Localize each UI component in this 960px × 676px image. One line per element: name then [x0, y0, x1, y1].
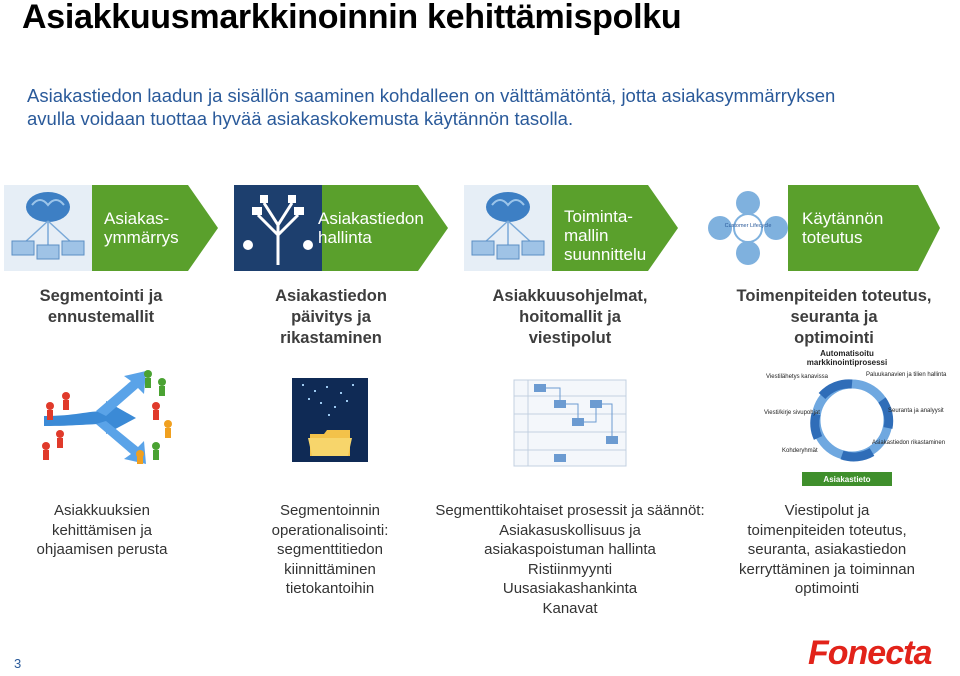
description-line: Asiakasuskollisuus ja	[499, 521, 641, 539]
step-label-line: ymmärrys	[104, 228, 179, 247]
description-line: kerryttäminen ja toiminnan	[739, 560, 915, 578]
data-folder-illustration	[292, 378, 368, 462]
brain-network-icon	[4, 185, 92, 271]
step-heading-line: Asiakkuusohjelmat,	[492, 287, 648, 305]
fonecta-logo: Fonecta	[808, 634, 932, 672]
step-heading-line: seuranta ja	[790, 308, 878, 326]
step-heading	[714, 286, 954, 349]
step-label-line: Toiminta-	[564, 207, 633, 226]
description-line: toimenpiteiden toteutus,	[747, 521, 907, 539]
step-label-line: Asiakastiedon	[318, 209, 424, 228]
step-heading-line: Toimenpiteiden toteutus,	[736, 287, 932, 305]
description-line: tietokantoihin	[285, 580, 375, 597]
description-line: optimointi	[794, 580, 860, 597]
step-description	[228, 501, 432, 599]
description-line: Segmentoinnin	[279, 502, 381, 519]
description-line: seuranta, asiakastiedon	[747, 541, 907, 558]
description-line: asiakaspoistuman hallinta	[484, 541, 656, 558]
description-line: Uusasiakashankinta	[502, 580, 638, 597]
step-label	[104, 209, 179, 247]
cycle-label: Paluukanavien ja tilien hallinta	[866, 372, 947, 378]
step-description	[420, 501, 720, 618]
segmentation-people-illustration	[36, 366, 176, 466]
description-line: Segmenttikohtaiset prosessit ja säännöt:	[435, 502, 705, 519]
asiakastieto-label: Asiakastieto	[823, 475, 871, 484]
step-heading	[0, 286, 206, 328]
description-line: operationalisointi:	[271, 521, 389, 539]
step-heading-line: optimointi	[794, 329, 874, 347]
process-flowchart-illustration	[514, 380, 626, 466]
step-label	[802, 209, 883, 247]
step-heading	[465, 286, 675, 349]
step-heading-line: päivitys ja	[291, 308, 371, 326]
description-line: Ristiinmyynti	[527, 560, 613, 578]
cycle-label: Viestilähetys kanavissa	[766, 374, 828, 380]
step-label	[564, 207, 646, 264]
description-line: Kanavat	[542, 599, 598, 617]
step-description	[722, 501, 932, 599]
description-line: kehittämisen ja	[51, 521, 153, 539]
subtitle-line: Asiakastiedon laadun ja sisällön saaminen kohdalleen on välttämätöntä, jotta asiakasymmärryksen	[27, 85, 836, 106]
step-label-line: hallinta	[318, 228, 372, 247]
step-label-line: suunnittelu	[564, 245, 647, 264]
step-heading-line: hoitomallit ja	[519, 308, 621, 326]
cycle-title-line: markkinointiprosessi	[806, 358, 888, 367]
subtitle-line: avulla voidaan tuottaa hyvää asiakaskokemusta käytännön tasolla.	[27, 108, 574, 129]
slide-subtitle	[27, 84, 947, 130]
cycle-label: Asiakastiedon rikastaminen	[872, 440, 946, 446]
step-heading-line: Segmentointi ja	[39, 287, 163, 305]
lifecycle-circles-icon	[704, 185, 792, 271]
step-heading-line: viestipolut	[528, 329, 612, 347]
description-line: Asiakkuuksien	[54, 502, 150, 519]
step-label-line: Asiakas-	[104, 209, 170, 228]
data-tree-icon	[234, 185, 322, 271]
lifecycle-center-label: Customer Lifecycle	[724, 223, 772, 229]
step-label-line: mallin	[564, 226, 609, 245]
description-line: ohjaamisen perusta	[36, 541, 168, 558]
step-label	[318, 209, 424, 247]
step-heading-line: ennustemallit	[47, 308, 155, 326]
marketing-automation-cycle-diagram	[762, 348, 947, 488]
description-line: segmenttitiedon	[277, 541, 383, 558]
step-label-line: toteutus	[802, 228, 863, 247]
cycle-label: Kohderyhmät	[782, 448, 818, 454]
description-line: kiinnittäminen	[284, 560, 376, 578]
cycle-title-line: Automatisoitu	[820, 349, 874, 358]
cycle-label: Seuranta ja analyysit	[888, 408, 944, 414]
step-heading	[226, 286, 436, 349]
brain-network-icon	[464, 185, 552, 271]
step-heading-line: rikastaminen	[280, 329, 382, 347]
page-number: 3	[14, 656, 22, 671]
description-line: Viestipolut ja	[784, 502, 870, 519]
step-label-line: Käytännön	[802, 209, 884, 228]
step-description	[0, 501, 204, 560]
slide-title: Asiakkuusmarkkinoinnin kehittämispolku	[22, 0, 682, 36]
cycle-label: Viesti/kirje sivupohjat	[764, 410, 820, 416]
step-heading-line: Asiakastiedon	[275, 287, 387, 305]
